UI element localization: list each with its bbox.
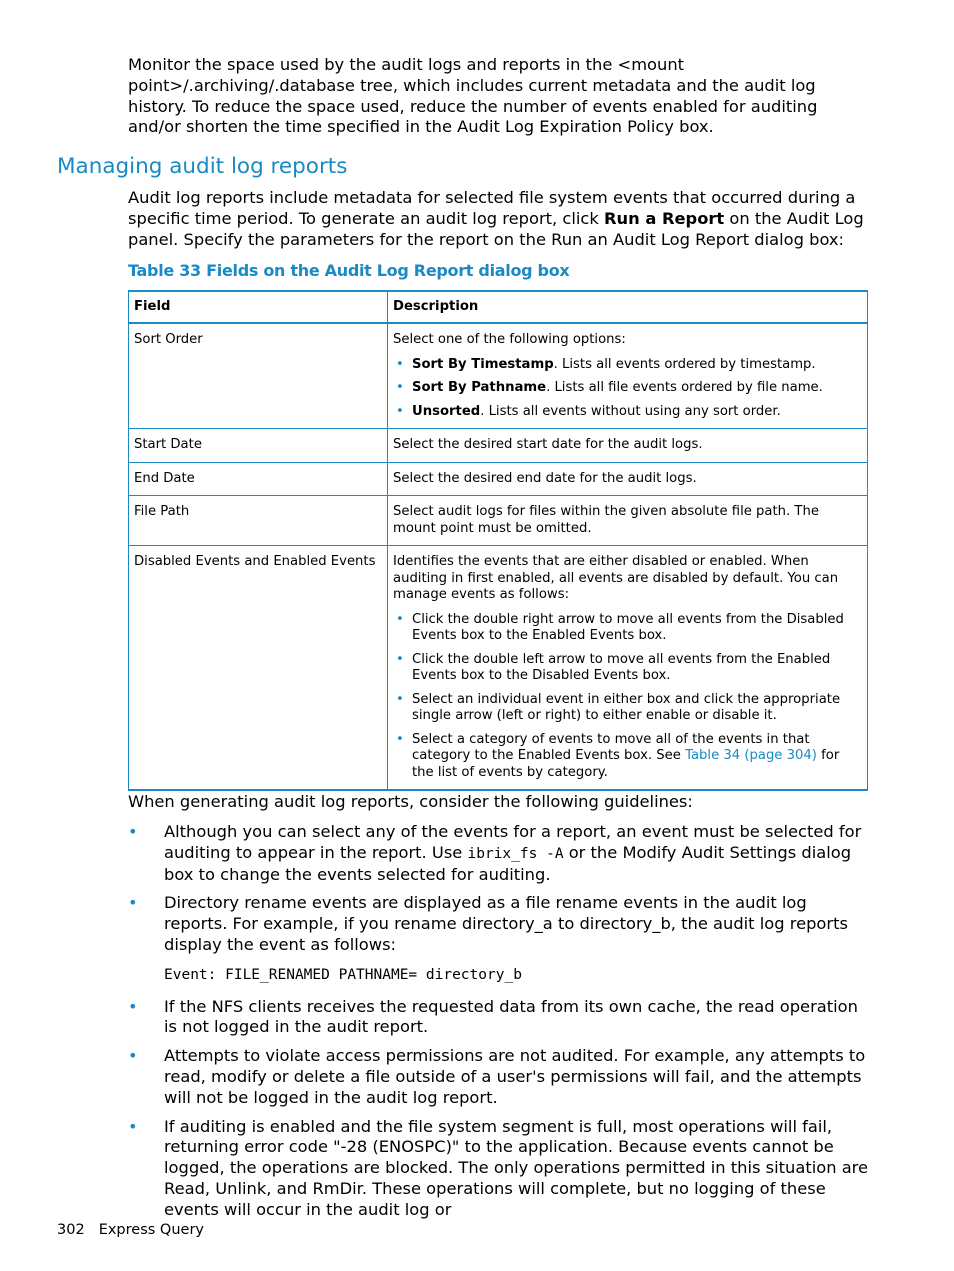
description-text: Select one of the following options: [393, 332, 626, 347]
description-text: Identifies the events that are either disabled or enabled. When auditing in first enabled, all events are disabled by default. You can manage events as follows: [393, 554, 839, 602]
table-caption: Table 33 Fields on the Audit Log Report dialog box [128, 261, 570, 280]
list-item: • Click the double left arrow to move all events from the Enabled Events box to the Disabled Events box. [393, 652, 862, 685]
option-text: . Lists all events without using any sort order. [480, 403, 781, 419]
events-list [393, 612, 862, 782]
para-text: on the Audit Log panel. Specify the parameters for the report on the Run an Audit Log Report dialog box: [128, 208, 864, 249]
option-text: . Lists all events ordered by timestamp. [553, 356, 816, 372]
table-row [129, 429, 868, 463]
option-name: Unsorted [412, 403, 481, 419]
field-cell: End Date [129, 462, 388, 496]
table-row [129, 496, 868, 546]
field-cell: File Path [129, 496, 388, 546]
field-cell: Sort Order [129, 323, 388, 429]
section-heading: Managing audit log reports [57, 154, 348, 179]
list-item: • Click the double right arrow to move all events from the Disabled Events box to the Enabled Events box. [393, 612, 862, 645]
table-34-link[interactable]: Table 34 (page 304) [685, 748, 817, 763]
guidelines-list [128, 822, 870, 1229]
description-cell: Select the desired end date for the audit logs. [388, 462, 868, 496]
field-cell: Start Date [129, 429, 388, 463]
page-footer [57, 1222, 218, 1238]
table-row [129, 462, 868, 496]
field-cell: Disabled Events and Enabled Events [129, 546, 388, 791]
header-description: Description [388, 291, 868, 323]
option-name: Sort By Timestamp [412, 356, 554, 372]
description-cell: Select audit logs for files within the given absolute file path. The mount point must be omitted. [388, 496, 868, 546]
options-list [393, 357, 862, 421]
guideline-text: Although you can select any of the events for a report, an event must be selected for auditing to appear in the report. Use [164, 822, 862, 862]
section-paragraph [128, 188, 868, 250]
para-text: Audit log reports include metadata for selected file system events that occurred during a specific time period. To generate an audit log report, click [128, 188, 856, 228]
footer-section: Express Query [98, 1222, 204, 1238]
guideline-item [128, 822, 870, 885]
fields-table [128, 290, 868, 791]
header-field: Field [129, 291, 388, 323]
description-cell [388, 546, 868, 791]
guideline-item: • If the NFS clients receives the requested data from its own cache, the read operation is not logged in the audit report. [128, 997, 870, 1039]
description-cell: Select the desired start date for the audit logs. [388, 429, 868, 463]
intro-paragraph: Monitor the space used by the audit logs and reports in the <mount point>/.archiving/.database tree, which includes current metadata and the audit log history. To reduce the space used, reduce the number of events enabled for auditing and/or shorten the time specified in the Audit Log Expiration Policy box. [128, 55, 818, 137]
guideline-item: • Attempts to violate access permissions are not audited. For example, any attempts to read, modify or delete a file outside of a user's permissions will fail, and the attempts will not be logged in the audit log report. [128, 1046, 870, 1108]
list-item [393, 732, 862, 782]
page-number: 302 [57, 1222, 85, 1238]
code-example: Event: FILE_RENAMED PATHNAME= directory_b [164, 966, 522, 983]
guideline-item [128, 893, 870, 985]
guideline-item: • If auditing is enabled and the file system segment is full, most operations will fail, returning error code "-28 (ENOSPC)" to the application. Because events cannot be logged, the operations are blocked. The only operations permitted in this situation are Read, Unlink, and RmDir. These operations will complete, but no logging of these events will occur in the audit log or [128, 1117, 870, 1221]
option-name: Sort By Pathname [412, 380, 547, 395]
guideline-text: or the Modify Audit Settings dialog box to change the events selected for auditing. [164, 842, 852, 884]
item-text: Select a category of events to move all of the events in that category to the Enabled Events box. See [412, 731, 810, 763]
command-code: ibrix_fs -A [467, 845, 564, 862]
option-text: . Lists all file events ordered by file name. [546, 380, 823, 395]
list-item [393, 380, 862, 397]
list-item: • Select an individual event in either box and click the appropriate single arrow (left or right) to either enable or disable it. [393, 692, 862, 725]
table-row [129, 546, 868, 791]
table-header-row [129, 291, 868, 323]
list-item [393, 404, 862, 421]
run-report-label: Run a Report [603, 208, 725, 228]
guideline-text: • Directory rename events are displayed as a file rename events in the audit log reports. For example, if you rename directory_a to directory_b, the audit log reports display the event as follows: [164, 893, 848, 954]
description-cell [388, 323, 868, 429]
guidelines-intro: When generating audit log reports, consider the following guidelines: [128, 792, 693, 811]
table-row [129, 323, 868, 429]
list-item [393, 357, 862, 374]
item-text: for the list of events by category. [412, 748, 840, 780]
